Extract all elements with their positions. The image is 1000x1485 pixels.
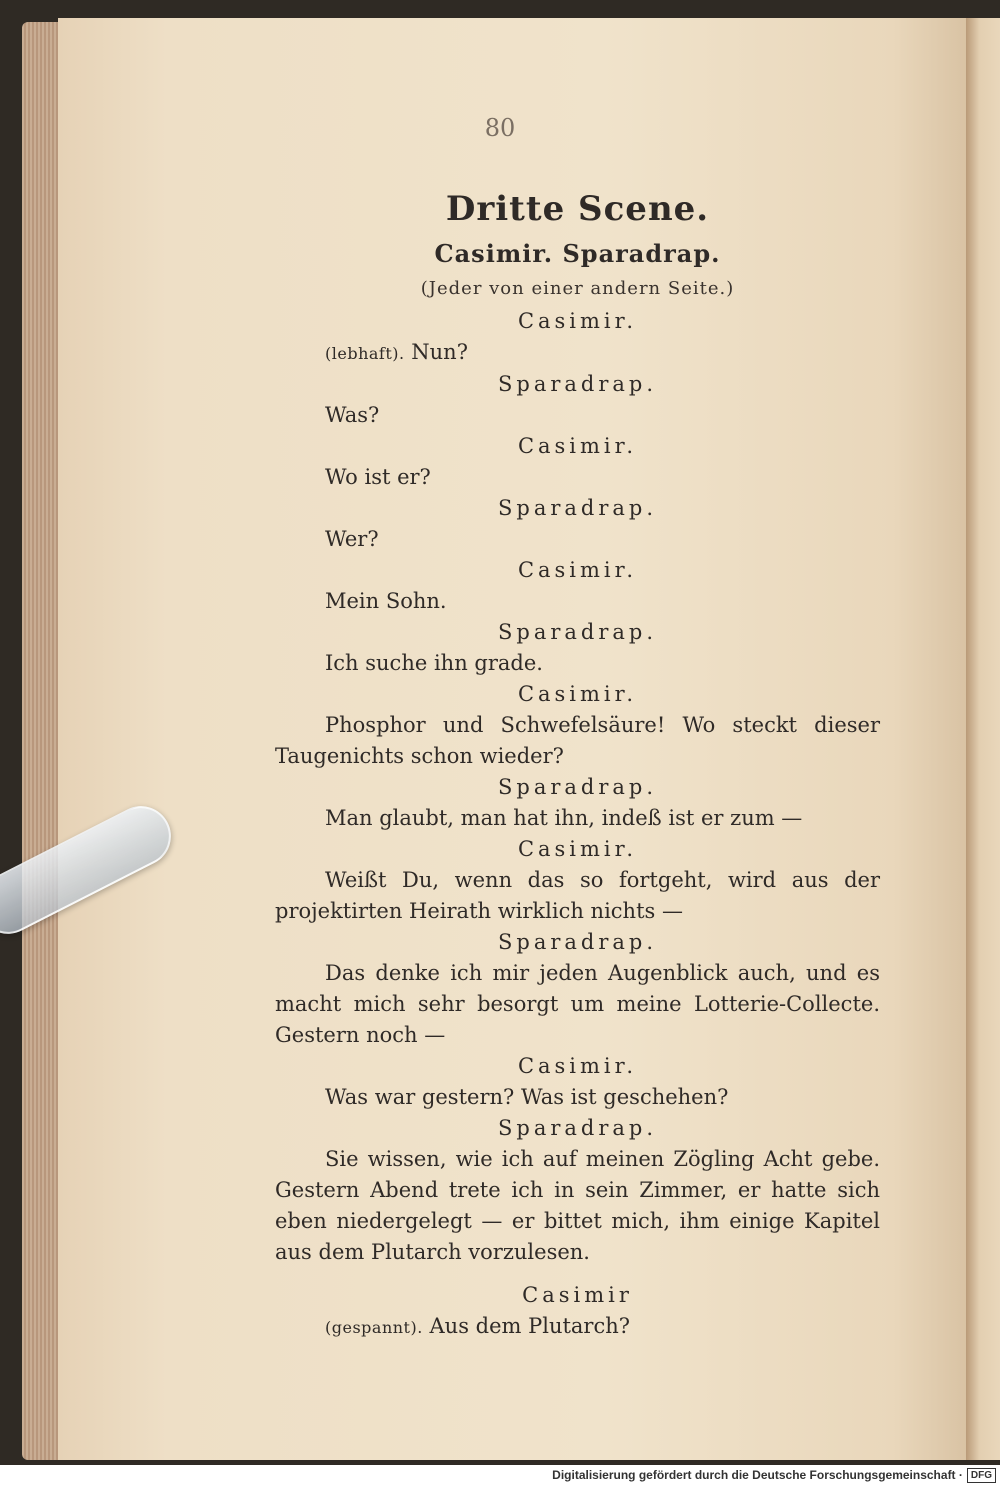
speech-line (275, 803, 880, 834)
scene-title: Dritte Scene. (445, 189, 710, 229)
speech-text: Mein Sohn. (325, 589, 447, 613)
speech-text: Sie wissen, wie ich auf meinen Zögling Acht gebe. Gestern Abend trete ich in sein Zimmer, er hatte sich eben niedergelegt — er bittet mich, ihm einige Kapitel aus dem Plutarch vorzulesen. (275, 1147, 880, 1264)
speaker-name: Sparadrap. (497, 1116, 658, 1140)
speech-line (275, 958, 880, 1051)
speech-text: Was war gestern? Was ist geschehen? (325, 1085, 729, 1109)
characters-line: Casimir. Sparadrap. (434, 239, 721, 268)
speaker-name: Casimir. (517, 682, 638, 706)
speaker-name: Sparadrap. (497, 496, 658, 520)
speech-text: Aus dem Plutarch? (429, 1314, 631, 1338)
speech-line (275, 462, 880, 493)
speaker-name: Casimir. (517, 309, 638, 333)
speech-line (275, 1144, 880, 1268)
speech-text: Man glaubt, man hat ihn, indeß ist er zum — (325, 806, 803, 830)
speech-text: Wo ist er? (325, 465, 431, 489)
speech-line (275, 524, 880, 555)
speaker-name: Casimir. (517, 558, 638, 582)
speech-line (275, 337, 880, 369)
speech-line (275, 648, 880, 679)
dfg-logo: DFG (967, 1468, 996, 1483)
stage-direction: (Jeder von einer andern Seite.) (420, 278, 735, 299)
digitization-footer (0, 1465, 1000, 1485)
speech-text: Das denke ich mir jeden Augenblick auch, und es macht mich sehr besorgt um meine Lotterie-Collecte. Gestern noch — (275, 961, 880, 1047)
speech-text: Wer? (325, 527, 379, 551)
speech-line (275, 586, 880, 617)
speaker-name: Casimir (522, 1283, 633, 1307)
speaker-name: Casimir. (517, 837, 638, 861)
speech-text: Nun? (411, 340, 468, 364)
speaker-name: Casimir. (517, 434, 638, 458)
speaker-name: Sparadrap. (497, 775, 658, 799)
speech-direction: (gespannt). (325, 1318, 423, 1337)
speaker-name: Sparadrap. (497, 930, 658, 954)
speech-line (275, 865, 880, 927)
speech-line (275, 710, 880, 772)
speech-text: Weißt Du, wenn das so fortgeht, wird aus der projektirten Heirath wirklich nichts — (275, 868, 880, 923)
speech-line (275, 1082, 880, 1113)
speech-line (275, 1311, 880, 1343)
speaker-name: Casimir. (517, 1054, 638, 1078)
footer-text: Digitalisierung gefördert durch die Deutsche Forschungsgemeinschaft · (552, 1468, 963, 1482)
speech-text: Ich suche ihn grade. (325, 651, 543, 675)
facing-page-edge (966, 18, 1000, 1460)
spacer (275, 1268, 880, 1280)
speaker-name: Sparadrap. (497, 372, 658, 396)
speech-text: Phosphor und Schwefelsäure! Wo steckt dieser Taugenichts schon wieder? (275, 713, 880, 768)
speech-text: Was? (325, 403, 380, 427)
speech-direction: (lebhaft). (325, 344, 405, 363)
speech-line (275, 400, 880, 431)
speaker-name: Sparadrap. (497, 620, 658, 644)
page-text (275, 182, 880, 1343)
page-number: 80 (484, 114, 516, 142)
